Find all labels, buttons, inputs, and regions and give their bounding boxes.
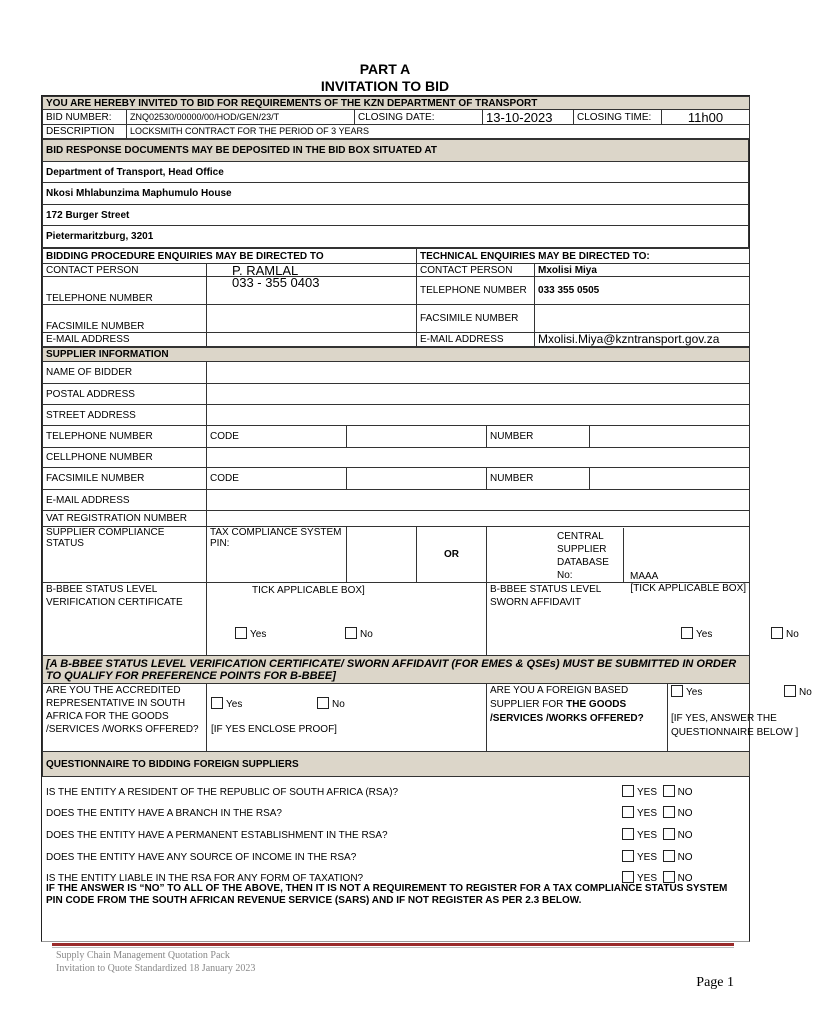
footer-rule-thin: [52, 947, 734, 948]
bbbee-note: [A B-BBEE STATUS LEVEL VERIFICATION CERTIFICATE/ SWORN AFFIDAVIT (FOR EMES & QSEs) MUST BE SUBMITTED IN ORDER TO QUALIFY FOR PREFERENCE POINTS FOR B-BBEE]: [43, 656, 750, 684]
cellphone-label: CELLPHONE NUMBER: [43, 448, 207, 468]
yes-no-pair: [622, 806, 693, 819]
email-value: [207, 333, 417, 347]
question: DOES THE ENTITY HAVE ANY SOURCE OF INCOME IN THE RSA?: [46, 852, 357, 863]
supplier-fax-label: FACSIMILE NUMBER: [43, 468, 207, 490]
checkbox[interactable]: [663, 806, 675, 818]
closing-time-value: 11h00: [662, 110, 750, 125]
foreign-no-option[interactable]: [784, 685, 812, 698]
footer-line-1: Supply Chain Management Quotation Pack: [56, 950, 230, 961]
invite-header: YOU ARE HEREBY INVITED TO BID FOR REQUIREMENTS OF THE KZN DEPARTMENT OF TRANSPORT: [43, 97, 750, 110]
no-label: NO: [677, 873, 693, 884]
no-label: NO: [677, 830, 693, 841]
no-label: No: [786, 629, 799, 640]
tick-box-instruction: TICK APPLICABLE BOX]: [252, 585, 365, 596]
description-value: LOCKSMITH CONTRACT FOR THE PERIOD OF 3 YEARS: [127, 125, 750, 139]
tech-fax-label: FACSIMILE NUMBER: [417, 305, 535, 333]
bbbee-affidavit-label: B-BBEE STATUS LEVEL SWORN AFFIDAVIT: [490, 584, 601, 608]
checkbox[interactable]: [622, 806, 634, 818]
checkbox[interactable]: [663, 850, 675, 862]
closing-date-value: 13-10-2023: [483, 110, 574, 125]
compliance-status-label: SUPPLIER COMPLIANCE STATUS: [43, 527, 207, 583]
deposit-line: Department of Transport, Head Office: [43, 162, 749, 183]
footer-line-2: Invitation to Quote Standardized 18 January 2023: [56, 963, 256, 974]
questionnaire: [42, 777, 749, 917]
fax-number-label: NUMBER: [487, 468, 590, 490]
fax-code-label: CODE: [207, 468, 347, 490]
telephone-number-label: NUMBER: [487, 426, 590, 448]
contact-person-value: P. RAMLAL: [207, 264, 417, 277]
supplier-header: SUPPLIER INFORMATION: [43, 348, 750, 362]
accredited-yes-option[interactable]: [211, 697, 242, 710]
bid-number-label: BID NUMBER:: [43, 110, 127, 125]
checkbox[interactable]: [784, 685, 796, 697]
csd-label: CENTRAL SUPPLIER DATABASE No:: [557, 528, 624, 582]
deposit-line: 172 Burger Street: [43, 205, 749, 226]
telephone-code-label: CODE: [207, 426, 347, 448]
vat-label: VAT REGISTRATION NUMBER: [43, 511, 207, 527]
yes-no-pair: [622, 850, 693, 863]
foreign-yes-option[interactable]: [671, 685, 702, 698]
cert-yes-option[interactable]: [235, 627, 266, 640]
checkbox[interactable]: [771, 627, 783, 639]
bbbee-certificate-cell: [207, 583, 487, 656]
footer-rule: [52, 943, 734, 946]
checkbox[interactable]: [622, 828, 634, 840]
fax-value: [207, 305, 417, 333]
foreign-supplier-label: [490, 684, 660, 726]
accredited-rep-label: ARE YOU THE ACCREDITED REPRESENTATIVE IN SOUTH AFRICA FOR THE GOODS /SERVICES /WORKS OFFERED?: [43, 684, 207, 752]
checkbox[interactable]: [671, 685, 683, 697]
bid-form: [41, 95, 812, 942]
postal-address-label: POSTAL ADDRESS: [43, 384, 207, 405]
invite-table: [42, 96, 750, 139]
or-label: OR: [417, 527, 487, 583]
question: DOES THE ENTITY HAVE A PERMANENT ESTABLISHMENT IN THE RSA?: [46, 830, 388, 841]
yes-label: YES: [637, 852, 658, 863]
checkbox[interactable]: [681, 627, 693, 639]
enquiries-table: [42, 248, 750, 347]
foreign-supplier-cell: [487, 684, 812, 752]
csd-cell: [487, 527, 750, 583]
yes-label: YES: [637, 830, 658, 841]
yes-label: Yes: [226, 699, 243, 710]
fax-code-field[interactable]: [347, 468, 487, 490]
telephone-number-field[interactable]: [590, 426, 750, 448]
cert-no-option[interactable]: [345, 627, 373, 640]
procedure-enquiries-header: BIDDING PROCEDURE ENQUIRIES MAY BE DIRECTED TO: [43, 249, 417, 264]
yes-label: YES: [637, 787, 658, 798]
fax-number-field[interactable]: [590, 468, 750, 490]
email-label: E-MAIL ADDRESS: [43, 333, 207, 347]
bidder-name-label: NAME OF BIDDER: [43, 362, 207, 384]
supplier-telephone-label: TELEPHONE NUMBER: [43, 426, 207, 448]
tech-email-label: E-MAIL ADDRESS: [417, 333, 535, 347]
tax-pin-label: TAX COMPLIANCE SYSTEM PIN:: [207, 527, 347, 583]
affidavit-no-option[interactable]: [771, 627, 799, 640]
checkbox[interactable]: [663, 871, 675, 883]
checkbox[interactable]: [211, 697, 223, 709]
tick-box-instruction-2: [TICK APPLICABLE BOX]: [630, 583, 747, 594]
bbbee-certificate-label: B-BBEE STATUS LEVEL VERIFICATION CERTIFICATE: [43, 583, 207, 656]
question: DOES THE ENTITY HAVE A BRANCH IN THE RSA?: [46, 808, 282, 819]
fax-label: FACSIMILE NUMBER: [43, 305, 207, 333]
postal-address-field[interactable]: [207, 384, 750, 405]
affidavit-yes-option[interactable]: [681, 627, 712, 640]
deposit-table: [42, 139, 749, 248]
checkbox[interactable]: [663, 785, 675, 797]
no-label: NO: [677, 808, 693, 819]
yes-label: Yes: [686, 687, 703, 698]
yes-label: YES: [637, 808, 658, 819]
tech-contact-label: CONTACT PERSON: [417, 264, 535, 277]
question: IS THE ENTITY A RESIDENT OF THE REPUBLIC OF SOUTH AFRICA (RSA)?: [46, 787, 399, 798]
supplier-email-label: E-MAIL ADDRESS: [43, 490, 207, 511]
checkbox[interactable]: [235, 627, 247, 639]
street-address-field[interactable]: [207, 405, 750, 426]
no-label: NO: [677, 852, 693, 863]
checkbox[interactable]: [622, 785, 634, 797]
part-title: PART A: [359, 61, 411, 77]
yes-no-pair: [622, 828, 693, 841]
accredited-rep-cell: [207, 684, 487, 752]
checkbox[interactable]: [622, 850, 634, 862]
tech-email-value: Mxolisi.Miya@kzntransport.gov.za: [535, 333, 750, 347]
closing-time-label: CLOSING TIME:: [574, 110, 662, 125]
deposit-header: BID RESPONSE DOCUMENTS MAY BE DEPOSITED IN THE BID BOX SITUATED AT: [43, 140, 749, 162]
telephone-label: TELEPHONE NUMBER: [43, 277, 207, 305]
street-address-label: STREET ADDRESS: [43, 405, 207, 426]
document-title: INVITATION TO BID: [320, 78, 450, 94]
yes-label: YES: [637, 873, 658, 884]
tech-contact-value: Mxolisi Miya: [535, 264, 750, 277]
technical-enquiries-header: TECHNICAL ENQUIRIES MAY BE DIRECTED TO:: [417, 249, 750, 264]
bidder-name-field[interactable]: [207, 362, 750, 384]
questionnaire-hint: [IF YES, ANSWER THE QUESTIONNAIRE BELOW ]: [671, 713, 799, 738]
contact-person-label: CONTACT PERSON: [43, 264, 207, 277]
questionnaire-header: QUESTIONNAIRE TO BIDDING FOREIGN SUPPLIERS: [43, 752, 750, 777]
no-label: No: [799, 687, 812, 698]
tax-pin-field[interactable]: [347, 527, 417, 583]
checkbox[interactable]: [317, 697, 329, 709]
tech-telephone-label: TELEPHONE NUMBER: [417, 277, 535, 305]
supplier-table: [42, 347, 812, 777]
no-label: No: [332, 699, 345, 710]
description-label: DESCRIPTION: [43, 125, 127, 139]
csd-prefix: MAAA: [630, 570, 659, 582]
vat-field[interactable]: [207, 511, 750, 527]
tech-fax-value: [535, 305, 750, 333]
deposit-line: Pietermaritzburg, 3201: [43, 226, 749, 248]
no-label: NO: [677, 787, 693, 798]
checkbox[interactable]: [663, 828, 675, 840]
cellphone-field[interactable]: [207, 448, 750, 468]
telephone-code-field[interactable]: [347, 426, 487, 448]
question: IS THE ENTITY LIABLE IN THE RSA FOR ANY FORM OF TAXATION?: [46, 873, 364, 884]
foreign-label-b: THE GOODS /SERVICES /WORKS OFFERED?: [490, 699, 644, 724]
enclose-proof-note: [IF YES ENCLOSE PROOF]: [211, 724, 337, 735]
supplier-email-field[interactable]: [207, 490, 750, 511]
deposit-line: Nkosi Mhlabunzima Maphumulo House: [43, 183, 749, 205]
questionnaire-note: IF THE ANSWER IS “NO” TO ALL OF THE ABOVE, THEN IT IS NOT A REQUIREMENT TO REGISTER FOR A TAX COMPLIANCE STATUS SYSTEM PIN CODE FROM THE SOUTH AFRICAN REVENUE SERVICE (SARS) AND IF NOT REGISTER AS PER 2.3 BELOW.: [46, 883, 728, 906]
bid-number-value: ZNQ02530/00000/00/HOD/GEN/23/T: [127, 110, 355, 125]
foreign-label-a: ARE YOU A FOREIGN BASED SUPPLIER FOR: [490, 685, 629, 710]
no-label: No: [360, 629, 373, 640]
tech-telephone-value: 033 355 0505: [535, 277, 750, 305]
checkbox[interactable]: [345, 627, 357, 639]
yes-no-pair: [622, 785, 693, 798]
checkbox[interactable]: [622, 871, 634, 883]
telephone-value: 033 - 355 0403: [207, 277, 417, 305]
accredited-no-option[interactable]: [317, 697, 345, 710]
yes-label: Yes: [696, 629, 713, 640]
page-number: Page 1: [696, 975, 734, 990]
yes-label: Yes: [250, 629, 267, 640]
closing-date-label: CLOSING DATE:: [355, 110, 483, 125]
bbbee-affidavit-cell: [487, 583, 799, 656]
